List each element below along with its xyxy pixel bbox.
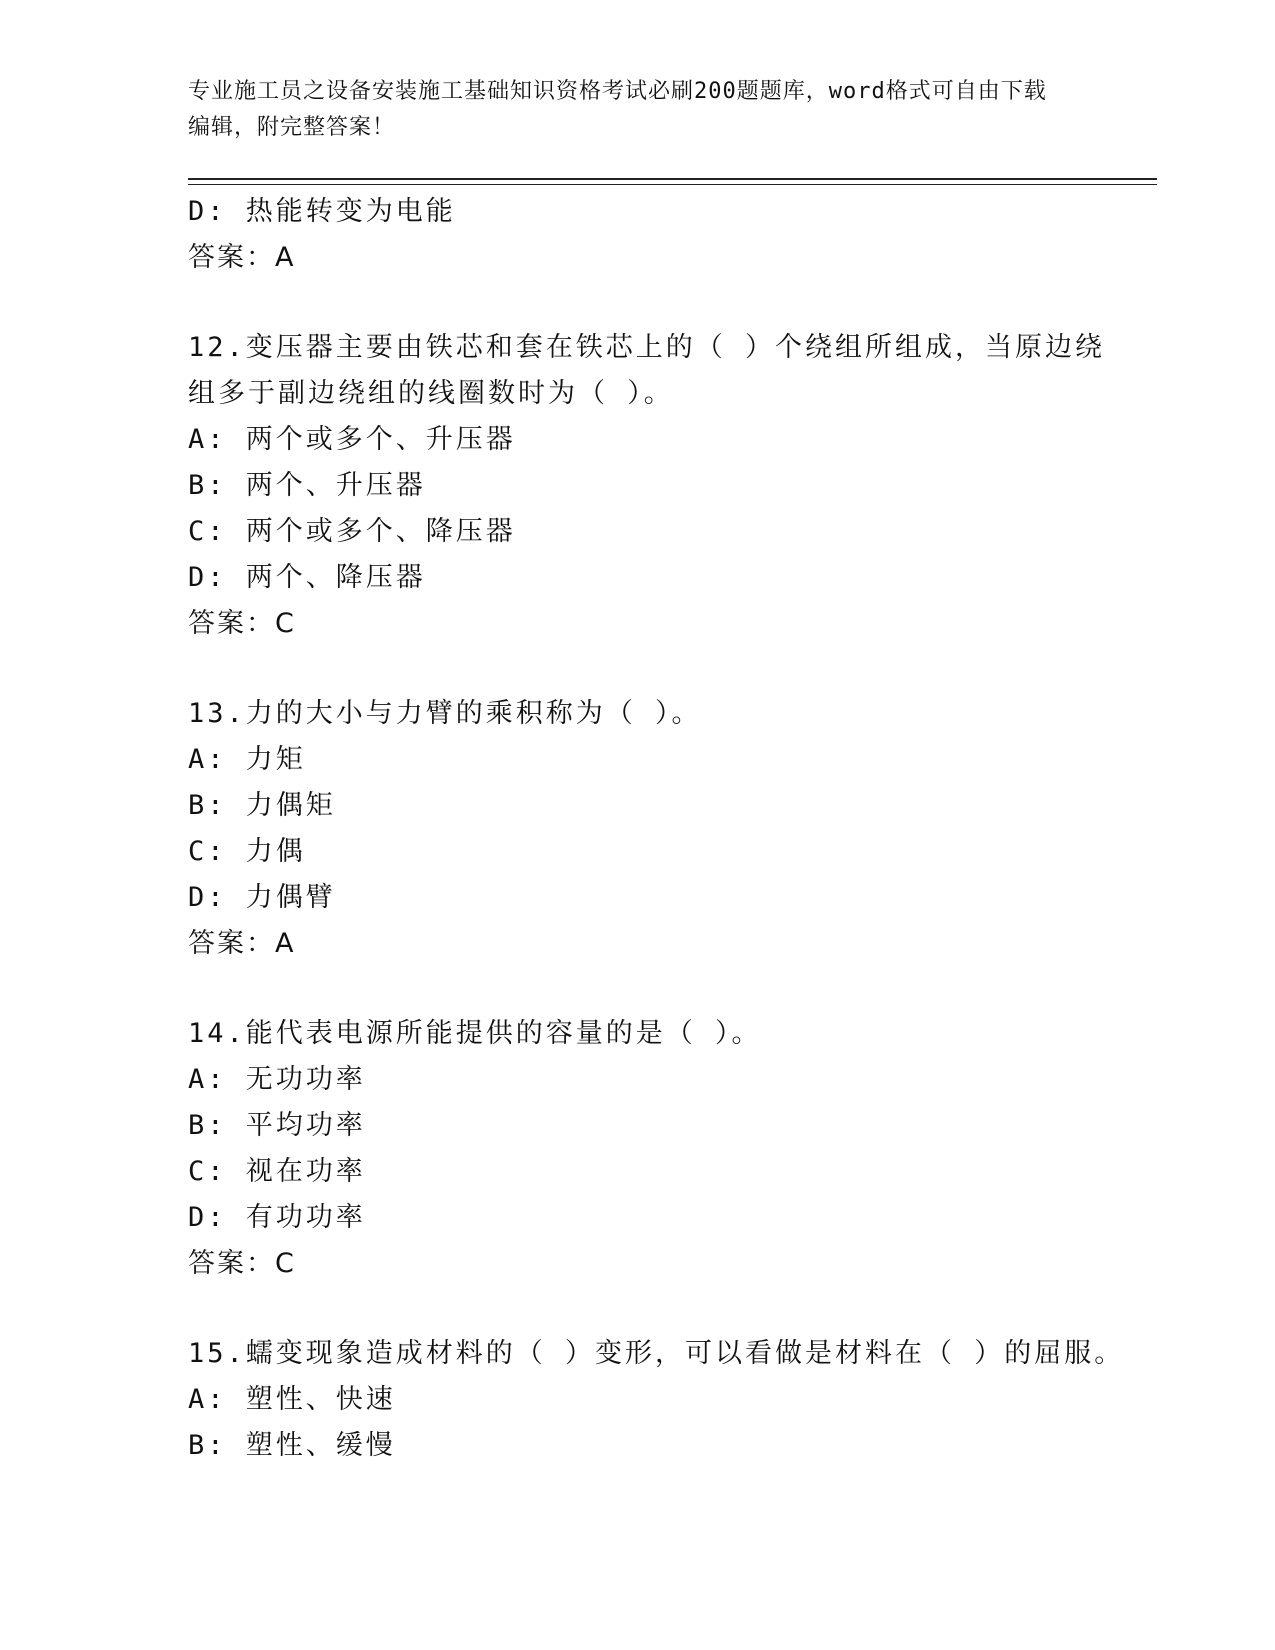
document-header [188,74,1068,146]
header-rule-thin [188,184,1157,185]
question-14 [188,1011,1088,1287]
q14-option-d: D: 有功功率 [188,1202,366,1233]
q13-option-d: D: 力偶臂 [188,882,336,913]
question-15 [188,1331,1125,1469]
spacer [188,1287,1088,1331]
spacer [188,647,1088,691]
spacer [188,967,1088,1011]
question-list [188,189,1125,1469]
q15-stem: 15.蠕变现象造成材料的（ ）变形，可以看做是材料在（ ）的屈服。 [188,1338,1125,1369]
q12-option-b: B: 两个、升压器 [188,470,426,501]
q12-stem-line1: 12.变压器主要由铁芯和套在铁芯上的（ ）个绕组所组成，当原边绕 [188,332,1106,363]
q14-stem: 14.能代表电源所能提供的容量的是（ ）。 [188,1018,762,1049]
question-13 [188,691,1088,967]
q14-option-a: A: 无功功率 [188,1064,366,1095]
q14-option-b: B: 平均功率 [188,1110,366,1141]
q12-option-a: A: 两个或多个、升压器 [188,424,516,455]
q14-option-c: C: 视在功率 [188,1156,366,1187]
q11-option-d: D: 热能转变为电能 [188,196,456,227]
header-rule-thick [188,178,1157,180]
header-text: 专业施工员之设备安装施工基础知识资格考试必刷200题题库，word格式可自由下载编辑，附完整答案！ [188,79,1047,140]
q13-option-a: A: 力矩 [188,744,306,775]
q15-option-b: B: 塑性、缓慢 [188,1430,396,1461]
q12-stem-line2: 组多于副边绕组的线圈数时为（ ）。 [188,378,674,409]
q11-answer: 答案：A [188,242,296,273]
q14-answer: 答案：C [188,1248,296,1279]
q13-stem: 13.力的大小与力臂的乘积称为（ ）。 [188,698,702,729]
q12-option-d: D: 两个、降压器 [188,562,426,593]
q12-option-c: C: 两个或多个、降压器 [188,516,516,547]
spacer [188,281,1088,325]
q13-option-c: C: 力偶 [188,836,306,867]
q13-answer: 答案：A [188,928,296,959]
q13-option-b: B: 力偶矩 [188,790,336,821]
question-12 [188,325,1106,647]
q12-answer: 答案：C [188,608,296,639]
q15-option-a: A: 塑性、快速 [188,1384,396,1415]
